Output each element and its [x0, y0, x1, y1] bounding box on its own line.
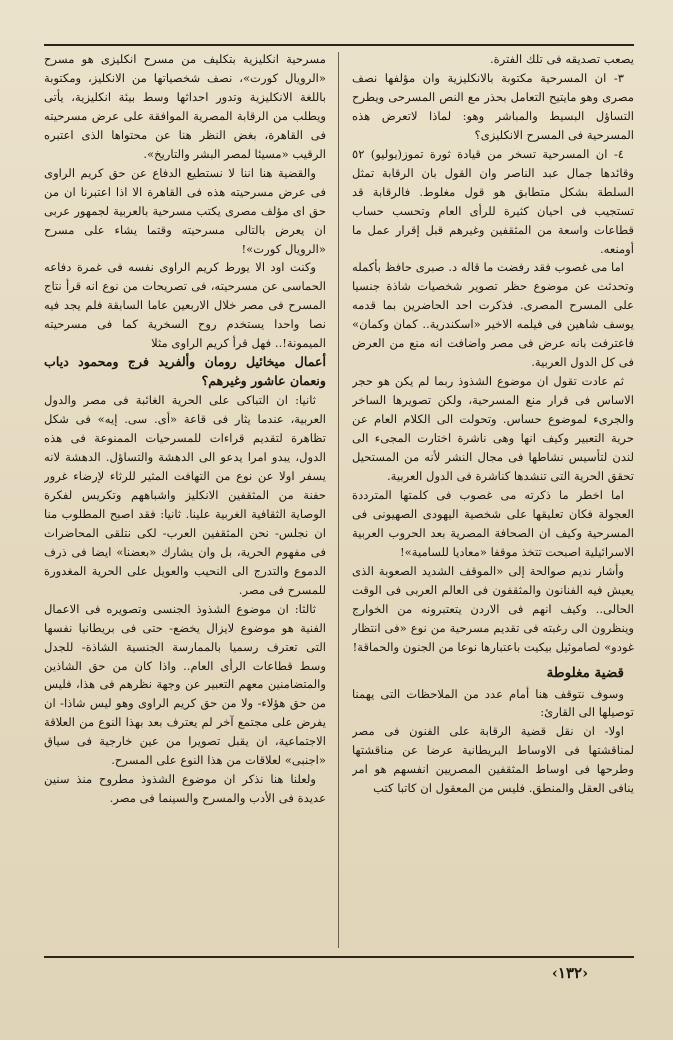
- paragraph: والقضية هنا اننا لا نستطيع الدفاع عن حق كريم الراوى فى عرض مسرحيته هذه فى القاهرة الا اذا اعتبرنا ان من حق اى مؤلف مصرى يكتب مسرحية بالعربية لجمهور عربى ان يعرض بالتالى مسرحيته وقتما يشاء على مسرح «الرويال كورت»!: [44, 165, 326, 256]
- paragraph: اما مى غصوب فقد رفضت ما قاله د. صبرى حافظ بأكمله وتحدثت عن موضوع حظر تصوير شخصيات شاذة جنسيا على المسرح المصرى. فذكرت احد الحاضرين بما قدمه يوسف شاهين فى فيلمه الاخير «اسكندرية.. كمان وكمان» فاعترفت بانه عرض فى مصر واضافت انه منع من العرض فى كل الدول العربية.: [352, 260, 634, 370]
- paragraph: ولعلنا هنا نذكر ان موضوع الشذوذ مطروح منذ سنين عديدة فى الأدب والمسرح والسينما فى مصر.: [44, 772, 326, 806]
- paragraph: ثالثا: ان موضوع الشذوذ الجنسى وتصويره فى الاعمال الفنية هو موضوع لايزال يخضع- حتى فى بريطانيا نفسها التى تعترف رسميا بالممارسة الجنسية الشاذة- للجدل وسط قطاعات الرأى العام.. واذا كان من حق الشاذين والمتضامنين معهم التعبير عن وجهة نظرهم فى هذا، فليس من حق هؤلاء- ولا من حق كريم الراوى وهو ليس شاذا- ان يفرض على مجتمع آخر لم يعترف بعد بهذا النوع من العلاقة الاجتماعية، ان يقبل تصويرا من عين خارجية فى سياق «اجنبى» لعلاقات من هذا النوع على المسرح.: [44, 601, 326, 768]
- page-number: ‹١٣٢›: [551, 964, 589, 982]
- paragraph: وأشار نديم صوالحة إلى «الموقف الشديد الصعوبة الذى يعيش فيه الفنانون والمثقفون فى العالم العربى فى الوقت الحالى.. وكيف انهم فى الاردن يتعتبرونه من الخوارج وينظرون الى رغبته فى تقديم مسرحية من نوع «فى انتظار غودو» لصاموئيل بيكيت باعتبارها نوعا من الجنون والحماقة!: [352, 563, 634, 654]
- paragraph: مسرحية انكليزية بتكليف من مسرح انكليزى هو مسرح «الرويال كورت»، نصف شخصياتها من الانكليز، ومكتوبة باللغة الانكليزية وتدور احداثها وسط بيئة انكليزية، يأتى ويطلب من الرقابة المصرية الموافقة على عرض مسرحيته فى القاهرة، بغض النظر هنا عن محتواها الذى اعتبره الرقيب «مسيئا لمصر البشر والتاريخ».: [44, 52, 326, 161]
- paragraph: اما اخطر ما ذكرته مى غصوب فى كلمتها المترددة العجولة فكان تعليقها على شخصية اليهودى الصهيونى فى المسرحية وكيف ان الصحافة المصرية بعد الحروب العربية الاسرائيلية اصبحت تتخذ موقفا «معاديا للسامية»!: [352, 487, 634, 559]
- paragraph: ٤- ان المسرحية تسخر من قيادة ثورة تموز(يوليو) ٥٢ وقائدها جمال عبد الناصر وان القول بان الرقابة تمثل السلطة بشكل متطابق هو قول مغلوط. فالرقابة قد تستجيب فى احيان كثيرة للرأى العام وتحسب حساب قطاعات واسعة من المثقفين وغيرهم قبل إقرار عمل ما أومنعه.: [352, 146, 634, 256]
- paragraph: وكنت اود الا يورط كريم الراوى نفسه فى غمرة دفاعه الحماسى عن مسرحيته، فى تصريحات من نوع انه قرأ نتاج المسرح فى مصر خلال الاربعين عاما السابقة فلم يجد فيه نصا واحدا يستخدم روح السخرية كما فى مسرحيته الميمونة!.. فهل قرأ كريم الراوى مثلا: [44, 260, 326, 351]
- paragraph-bold: أعمال ميخائيل رومان وألفريد فرج ومحمود دياب ونعمان عاشور وغيرهم؟: [44, 354, 326, 389]
- left-text-column: [44, 50, 326, 950]
- column-divider: [338, 52, 339, 948]
- right-text-column: [352, 50, 634, 950]
- section-heading: قضية مغلوطة: [546, 664, 624, 681]
- bottom-rule: [44, 956, 634, 958]
- paragraph: ٣- ان المسرحية مكتوبة بالانكليزية وان مؤلفها نصف مصرى وهو مايتيح التعامل بحذر مع النص المسرحى ويطرح التساؤل البسيط والمباشر وهو: لماذا لاتعرض هذه المسرحية فى المسرح الانكليزى؟: [352, 70, 634, 142]
- paragraph: اولا- ان نقل قضية الرقابة على الفنون فى مصر لمناقشتها فى الاوساط البريطانية عرضا عن مناقشتها وطرحها فى اوساط المثقفين المصريين انفسهم هو امر ينافى العقل والمنطق. فليس من المعقول ان كاتبا كتب: [352, 724, 634, 796]
- paragraph: ثانيا: ان التباكى على الحرية الغائبة فى مصر والدول العربية، عندما يثار فى قاعة «أى. سى. إيه» فى شكل تظاهرة لتقديم قراءات للمسرحيات الممنوعة فى هذه الدول، يبدو امرا يدعو الى الدهشة والتساؤل. الدهشة لانه يسفر اولا عن نوع من التهافت المثير للرثاء لإرضاء غرور حفنة من المثقفين الانكليز واشباههم وتكريس لفكرة الوصاية الثقافية الغربية علينا. ثانيا: فقد اصبح المطلوب منا ان نجلس- نحن المثقفين العرب- لكى نتلقى المحاضرات فى مفهوم الحرية، بل وان يشارك «بعضنا» ايضا فى ذرف الدموع والتدرج الى النحيب والعويل على الحرية المغدورة للمسرح فى مصر.: [44, 393, 326, 597]
- paragraph: يصعب تصديقه فى تلك الفترة.: [490, 52, 634, 66]
- paragraph: وسوف نتوقف هنا أمام عدد من الملاحظات التى يهمنا توصيلها الى القارئ:: [352, 686, 634, 720]
- top-rule: [44, 44, 634, 46]
- paragraph: ثم عادت تقول ان موضوع الشذوذ ربما لم يكن هو حجر الاساس فى قرار منع المسرحية، ولكن تصويرها الساخر والجرىء لموضوع حساس. وتحولت الى الكلام العام عن حرية التعبير وكيف انها وهى ناشرة اختارت المجىء الى لندن لتأسيس نشاطها فى مجال النشر لأنه من المستحيل تحقق الحرية التى تنشدها كناشرة فى الدول العربية.: [352, 374, 634, 483]
